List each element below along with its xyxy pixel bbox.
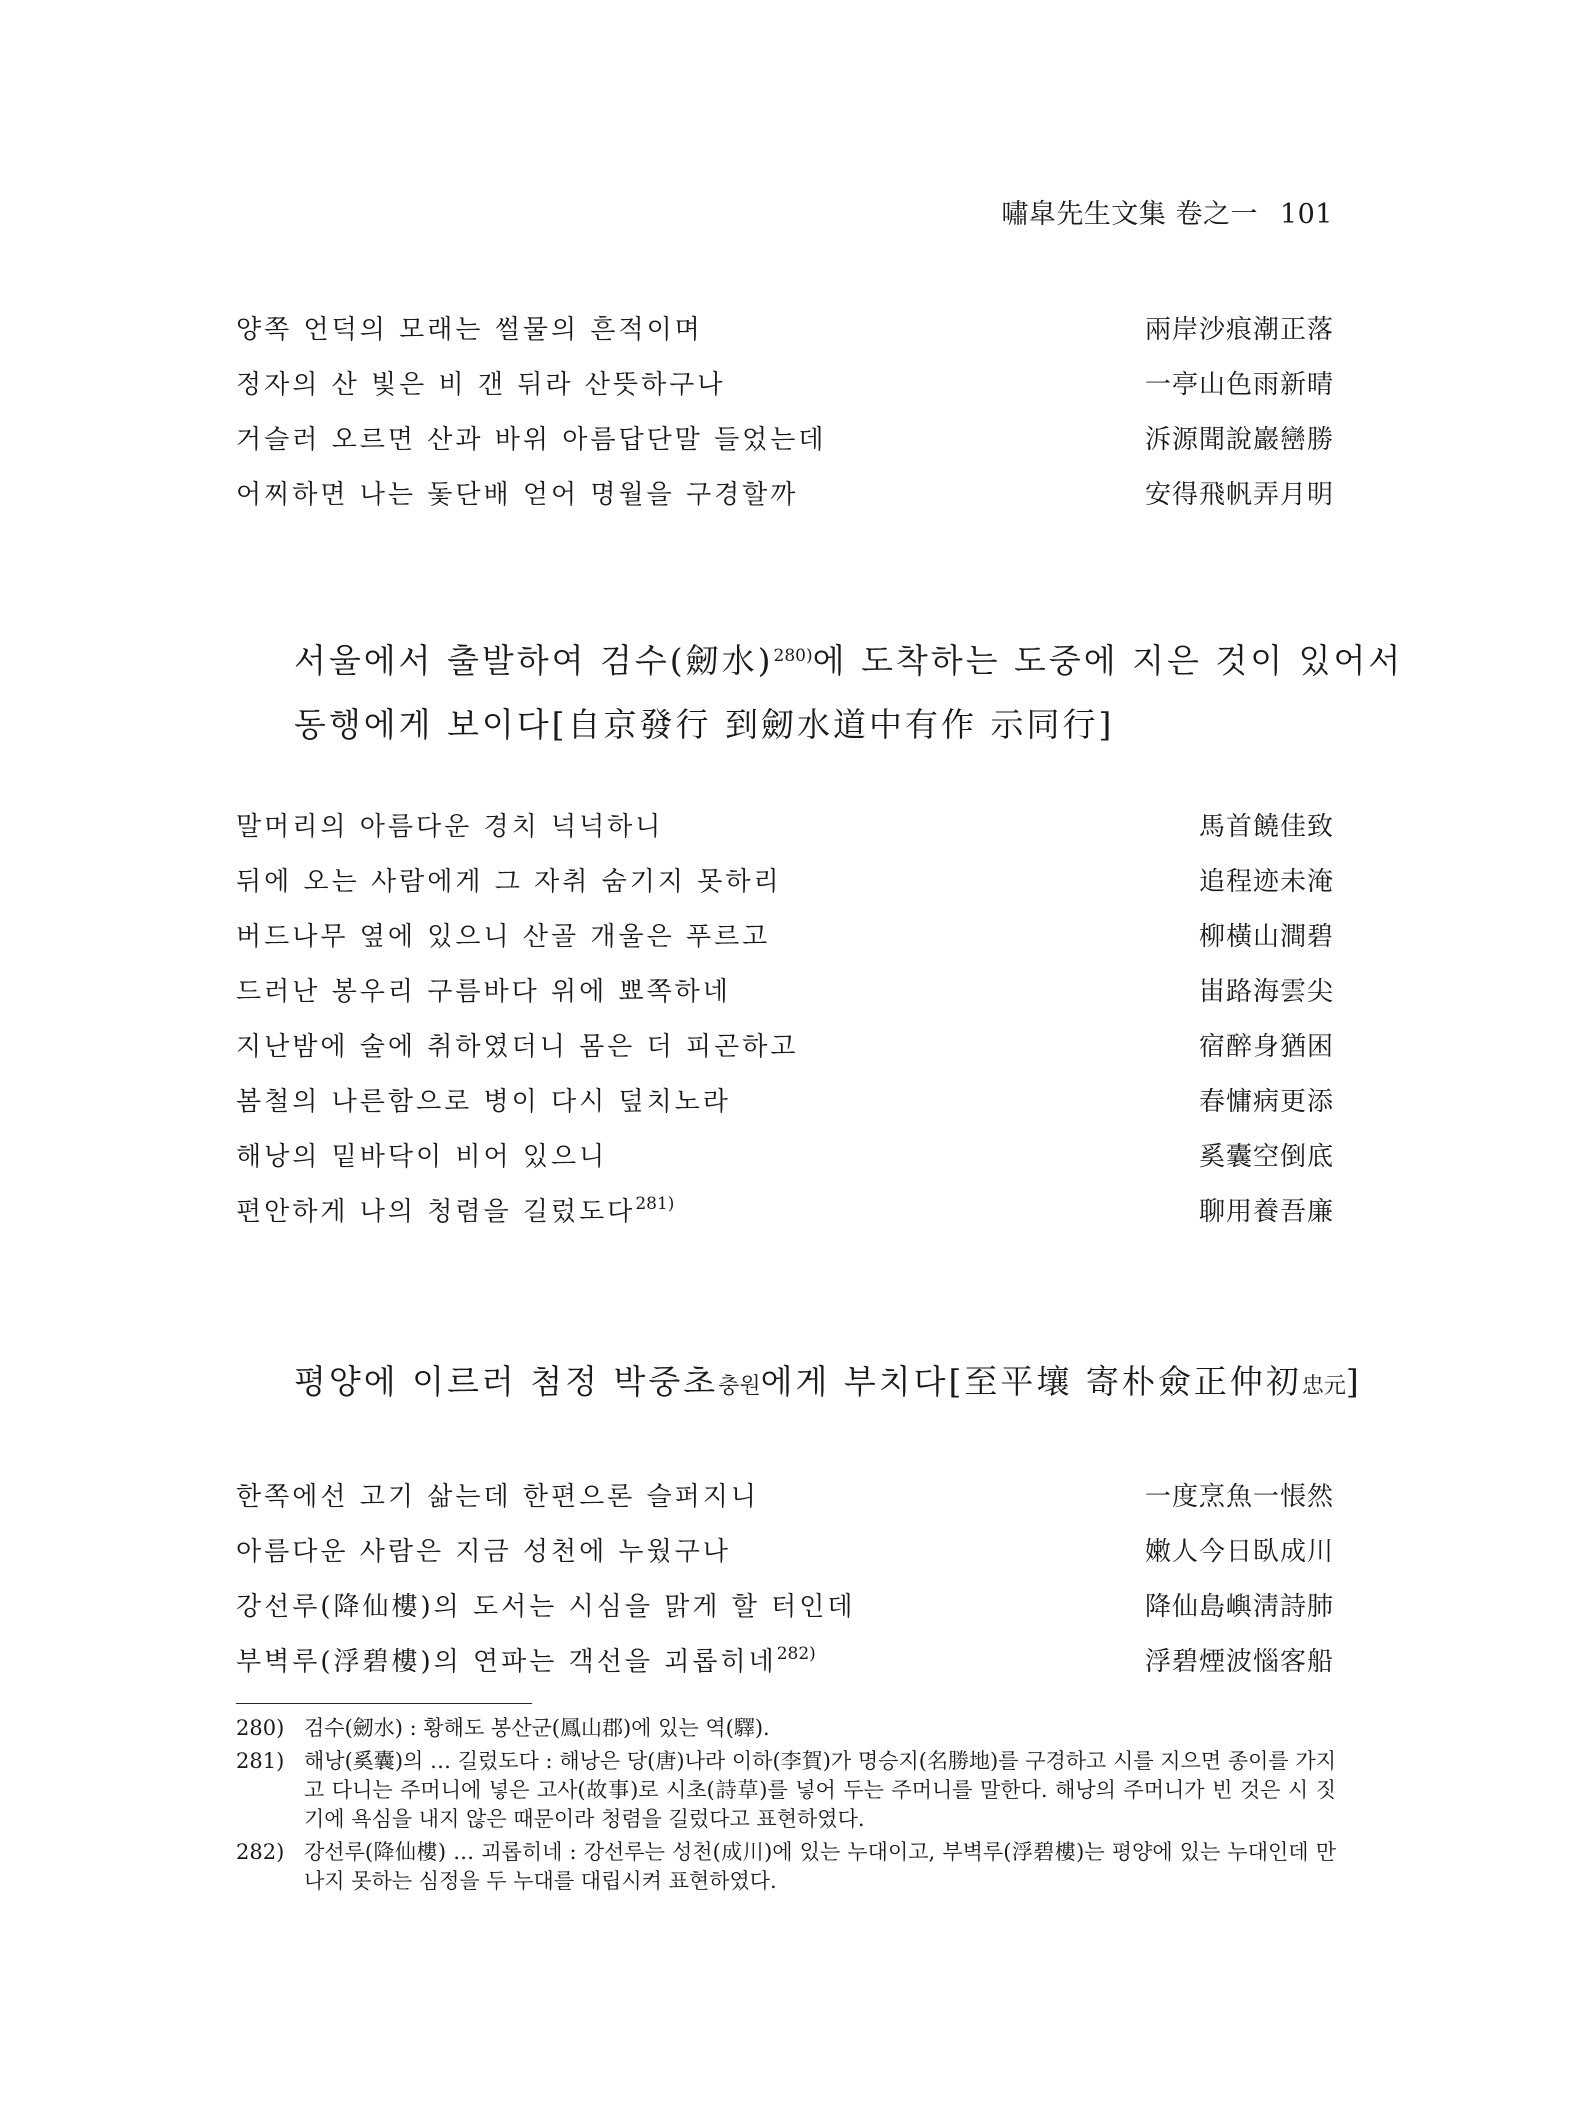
korean-text: 해낭의 밑바닥이 비어 있으니	[236, 1142, 608, 1172]
korean-line: 정자의 산 빛은 비 갠 뒤라 산뜻하구나	[236, 370, 726, 400]
poem-line	[236, 800, 1334, 855]
korean-line	[236, 1635, 816, 1690]
title-line-1	[294, 1350, 1362, 1419]
korean-text: 편안하게 나의 청렴을 길렀도다	[236, 1197, 636, 1227]
poem-line	[236, 1580, 1334, 1635]
korean-text: 버드나무 옆에 있으니 산골 개울은 푸르고	[236, 922, 771, 952]
korean-text: 아름다운 사람은 지금 성천에 누웠구나	[236, 1537, 731, 1567]
korean-line	[236, 855, 782, 910]
title-text: 평양에 이르러 첨정 박중초	[294, 1362, 719, 1401]
footnote-text: 강선루(降仙樓) … 괴롭히네 : 강선루는 성천(成川)에 있는 누대이고, 부벽루(浮碧樓)는 평양에 있는 누대인데 만나지 못하는 심정을 두 누대를 대립시켜 표현하였다.	[304, 1840, 1336, 1893]
poem-line	[236, 1075, 1334, 1130]
footnote-ref: 280)	[773, 646, 813, 666]
chinese-line: 馬首饒佳致	[1198, 812, 1334, 842]
korean-text: 지난밤에 술에 취하였더니 몸은 더 피곤하고	[236, 1032, 799, 1062]
title-text: 에게 부치다[至平壤 寄朴僉正仲初	[760, 1362, 1302, 1401]
korean-text: 한쪽에선 고기 삶는데 한편으론 슬퍼지니	[236, 1482, 760, 1512]
poem-1	[236, 303, 1334, 523]
footnote-text: 해낭(奚囊)의 … 길렀도다 : 해낭은 당(唐)나라 이하(李賀)가 명승지(名勝地)를 구경하고 시를 지으면 종이를 가지고 다니는 주머니에 넣은 고사(故事)로 시초(詩草)를 넣어 두는 주머니를 말한다. 해낭의 주머니가 빈 것은 시 짓기에 욕심을 내지 않은 때문이라 청렴을 길렀다고 표현하였다.	[304, 1749, 1336, 1831]
book-title: 嘯皐先生文集 卷之一	[1001, 199, 1258, 230]
poem-line	[236, 1020, 1334, 1075]
chinese-line: 降仙島嶼淸詩肺	[1144, 1592, 1334, 1622]
chinese-line: 宿醉身猶困	[1198, 1032, 1334, 1062]
chinese-line: 泝源聞說巖巒勝	[1144, 425, 1334, 455]
poem-line	[236, 1185, 1334, 1240]
korean-text: 부벽루(浮碧樓)의 연파는 객선을 괴롭히네	[236, 1647, 777, 1677]
korean-line	[236, 1020, 798, 1075]
title-text: 에 도착하는 도중에 지은 것이 있어서	[812, 641, 1404, 680]
poem-line	[236, 1470, 1334, 1525]
footnote-number: 280)	[236, 1716, 285, 1740]
running-head	[1001, 192, 1333, 231]
chinese-line: 一度烹魚一悵然	[1144, 1482, 1334, 1512]
korean-text: 드러난 봉우리 구름바다 위에 뾰쪽하네	[236, 977, 731, 1007]
footnote-ref: 281)	[635, 1194, 675, 1214]
footnote-divider	[236, 1703, 532, 1704]
title-text: 서울에서 출발하여 검수(劒水)	[294, 641, 774, 680]
korean-line: 거슬러 오르면 산과 바위 아름답단말 들었는데	[236, 425, 827, 455]
korean-line	[236, 1185, 674, 1240]
poem-3	[236, 1470, 1334, 1690]
korean-line: 어찌하면 나는 돛단배 얻어 명월을 구경할까	[236, 480, 799, 510]
poem-line	[236, 1525, 1334, 1580]
small-note: 충원	[718, 1374, 761, 1399]
korean-line	[236, 1130, 607, 1185]
chinese-line: 春慵病更添	[1198, 1087, 1334, 1117]
title-text: ]	[1345, 1362, 1362, 1401]
poem-line	[236, 358, 1334, 413]
chinese-line: 峀路海雲尖	[1198, 977, 1334, 1007]
title-line-2: 동행에게 보이다[自京發行 到劒水道中有作 示同行]	[294, 705, 1115, 744]
poem-line	[236, 1130, 1334, 1185]
footnote-number: 282)	[236, 1840, 285, 1864]
page-number: 101	[1279, 199, 1333, 230]
chinese-line: 一亭山色雨新晴	[1144, 370, 1334, 400]
korean-line	[236, 965, 731, 1020]
korean-line	[236, 1525, 731, 1580]
chinese-line: 兩岸沙痕潮正落	[1144, 315, 1334, 345]
footnote	[236, 1747, 1336, 1834]
footnote	[236, 1714, 1336, 1743]
poem-line	[236, 468, 1334, 523]
korean-text: 말머리의 아름다운 경치 넉넉하니	[236, 812, 664, 842]
korean-text: 봄철의 나른함으로 병이 다시 덮치노라	[236, 1087, 731, 1117]
chinese-line: 柳橫山澗碧	[1198, 922, 1334, 952]
footnote-ref: 282)	[776, 1644, 816, 1664]
footnotes	[236, 1714, 1336, 1900]
chinese-line: 追程迹未淹	[1198, 867, 1334, 897]
poem-line	[236, 965, 1334, 1020]
chinese-line: 奚囊空倒底	[1198, 1142, 1334, 1172]
footnote-number: 281)	[236, 1749, 285, 1773]
korean-line	[236, 910, 770, 965]
korean-line	[236, 800, 663, 855]
korean-text: 뒤에 오는 사람에게 그 자취 숨기지 못하리	[236, 867, 782, 897]
korean-text: 강선루(降仙樓)의 도서는 시심을 맑게 할 터인데	[236, 1592, 856, 1622]
korean-line	[236, 1470, 759, 1525]
chinese-line: 浮碧煙波惱客船	[1144, 1647, 1334, 1677]
footnote-text: 검수(劒水) : 황해도 봉산군(鳳山郡)에 있는 역(驛).	[304, 1716, 770, 1740]
poem-line	[236, 413, 1334, 468]
poem-line	[236, 910, 1334, 965]
footnote	[236, 1838, 1336, 1896]
chinese-line: 安得飛帆弄月明	[1144, 480, 1334, 510]
korean-line	[236, 1580, 855, 1635]
poem-line	[236, 1635, 1334, 1690]
chinese-line: 嫩人今日臥成川	[1144, 1537, 1334, 1567]
poem-3-title	[294, 1350, 1362, 1419]
small-note: 忠元	[1301, 1374, 1346, 1399]
poem-2	[236, 800, 1334, 1240]
korean-line	[236, 1075, 731, 1130]
korean-line: 양쪽 언덕의 모래는 썰물의 흔적이며	[236, 315, 703, 345]
poem-line	[236, 303, 1334, 358]
poem-line	[236, 855, 1334, 910]
title-line-1	[294, 629, 1404, 693]
chinese-line: 聊用養吾廉	[1198, 1197, 1334, 1227]
poem-2-title	[294, 629, 1404, 757]
